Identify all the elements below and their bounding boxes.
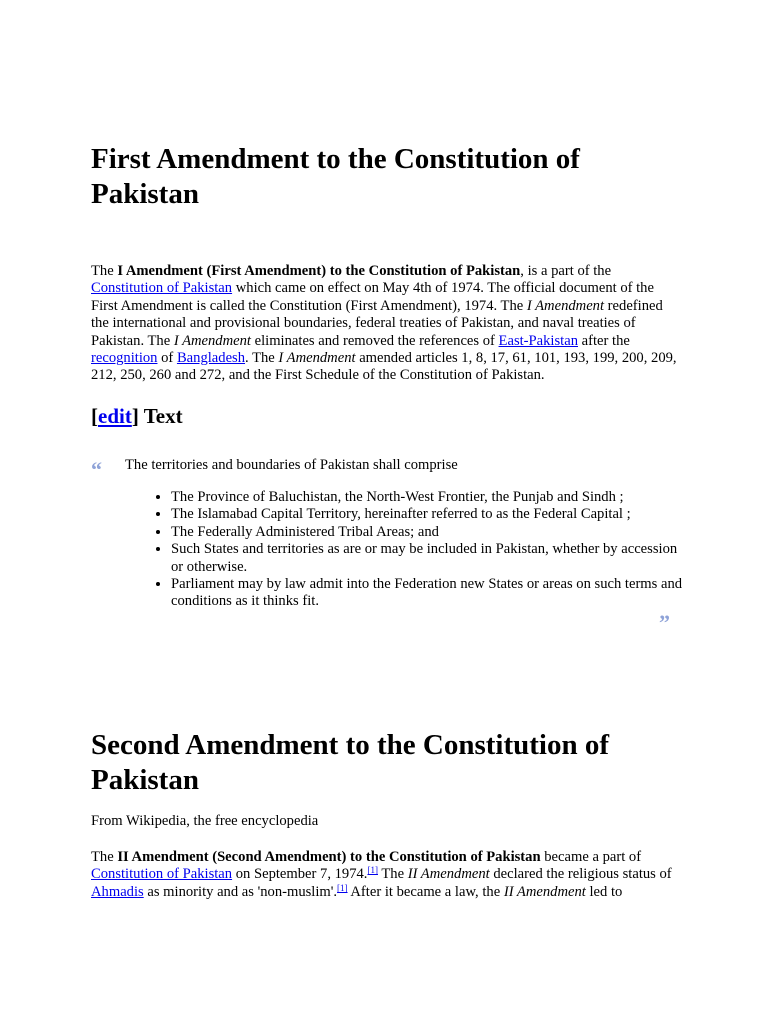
recognition-link[interactable]: recognition xyxy=(91,350,158,367)
list-item: • The Province of Baluchistan, the North-West Frontier, the Punjab and Sindh ; xyxy=(171,489,691,506)
intro-text: . The xyxy=(245,350,279,367)
intro-paragraph xyxy=(91,263,681,385)
wikipedia-tagline: From Wikipedia, the free encyclopedia xyxy=(91,813,319,829)
second-bold-term: II Amendment (Second Amendment) to the Constitution of Pakistan xyxy=(117,849,541,865)
section-heading-label: Text xyxy=(138,404,183,428)
intro-text: amended articles 1, 8, 17, 61, 101, 193, 199, 200, 209, 212, 250, 260 and 272, and the First Schedule of the Constitution of Pakistan. xyxy=(91,350,677,384)
intro-emphasis: I Amendment xyxy=(278,350,356,367)
second-article-title: Second Amendment to the Constitution of Pakistan xyxy=(91,729,609,796)
edit-bracket-open: [ xyxy=(91,404,98,428)
list-item: • Parliament may by law admit into the Federation new States or areas on such terms and conditions as it thinks fit. xyxy=(171,576,691,611)
open-quote-icon: “ xyxy=(91,457,102,482)
second-text: as minority and as 'non-muslim'. xyxy=(143,883,338,900)
edit-bracket-close: ] xyxy=(131,404,139,428)
second-text: The xyxy=(377,866,408,883)
second-text: The xyxy=(91,849,118,865)
intro-emphasis: I Amendment xyxy=(173,332,251,349)
constitution-link[interactable]: Constitution of Pakistan xyxy=(91,280,233,297)
second-emphasis: II Amendment xyxy=(407,866,490,883)
second-text: After it became a law, the xyxy=(347,883,504,900)
list-item: • The Islamabad Capital Territory, hereinafter referred to as the Federal Capital ; xyxy=(171,506,691,523)
bangladesh-link[interactable]: Bangladesh xyxy=(176,350,246,367)
second-text: declared the religious status of xyxy=(489,866,672,883)
constitution-link[interactable]: Constitution of Pakistan xyxy=(91,866,233,883)
quote-lead-text: The territories and boundaries of Pakistan shall comprise xyxy=(125,457,458,473)
reference-link[interactable]: [1] xyxy=(337,882,348,893)
intro-text: redefined the international and provisional boundaries, federal treaties of Pakistan, and naval treaties of Pakistan. The xyxy=(91,297,663,349)
intro-text: , is a part of the xyxy=(520,263,612,279)
intro-emphasis: I Amendment xyxy=(526,297,605,314)
intro-bold-term: I Amendment (First Amendment) to the Constitution of Pakistan xyxy=(117,263,521,279)
list-item: • The Federally Administered Tribal Areas; and xyxy=(171,524,691,541)
edit-link[interactable]: edit xyxy=(98,404,132,428)
second-text: became a part of xyxy=(540,849,642,865)
intro-text: after the xyxy=(578,332,630,349)
intro-text: eliminates and removed the references of xyxy=(250,332,499,349)
quote-list xyxy=(125,489,691,611)
second-intro-paragraph xyxy=(91,849,681,901)
close-quote-icon: ” xyxy=(659,610,670,635)
list-item: • Such States and territories as are or may be included in Pakistan, whether by accession or otherwise. xyxy=(171,541,691,576)
ahmadis-link[interactable]: Ahmadis xyxy=(91,883,144,900)
intro-text: The xyxy=(91,263,118,279)
section-heading-text xyxy=(91,403,183,429)
intro-text: which came on effect on May 4th of 1974. The official document of the First Amendment is called the Constitution (First Amendment), 1974. The xyxy=(91,280,654,314)
intro-text: of xyxy=(157,350,177,367)
reference-link[interactable]: [1] xyxy=(367,865,378,876)
page-title: First Amendment to the Constitution of Pakistan xyxy=(91,143,580,210)
second-emphasis: II Amendment xyxy=(503,883,586,900)
second-text: on September 7, 1974. xyxy=(232,866,368,883)
east-pakistan-link[interactable]: East-Pakistan xyxy=(498,332,578,349)
second-text: led to xyxy=(585,883,623,900)
